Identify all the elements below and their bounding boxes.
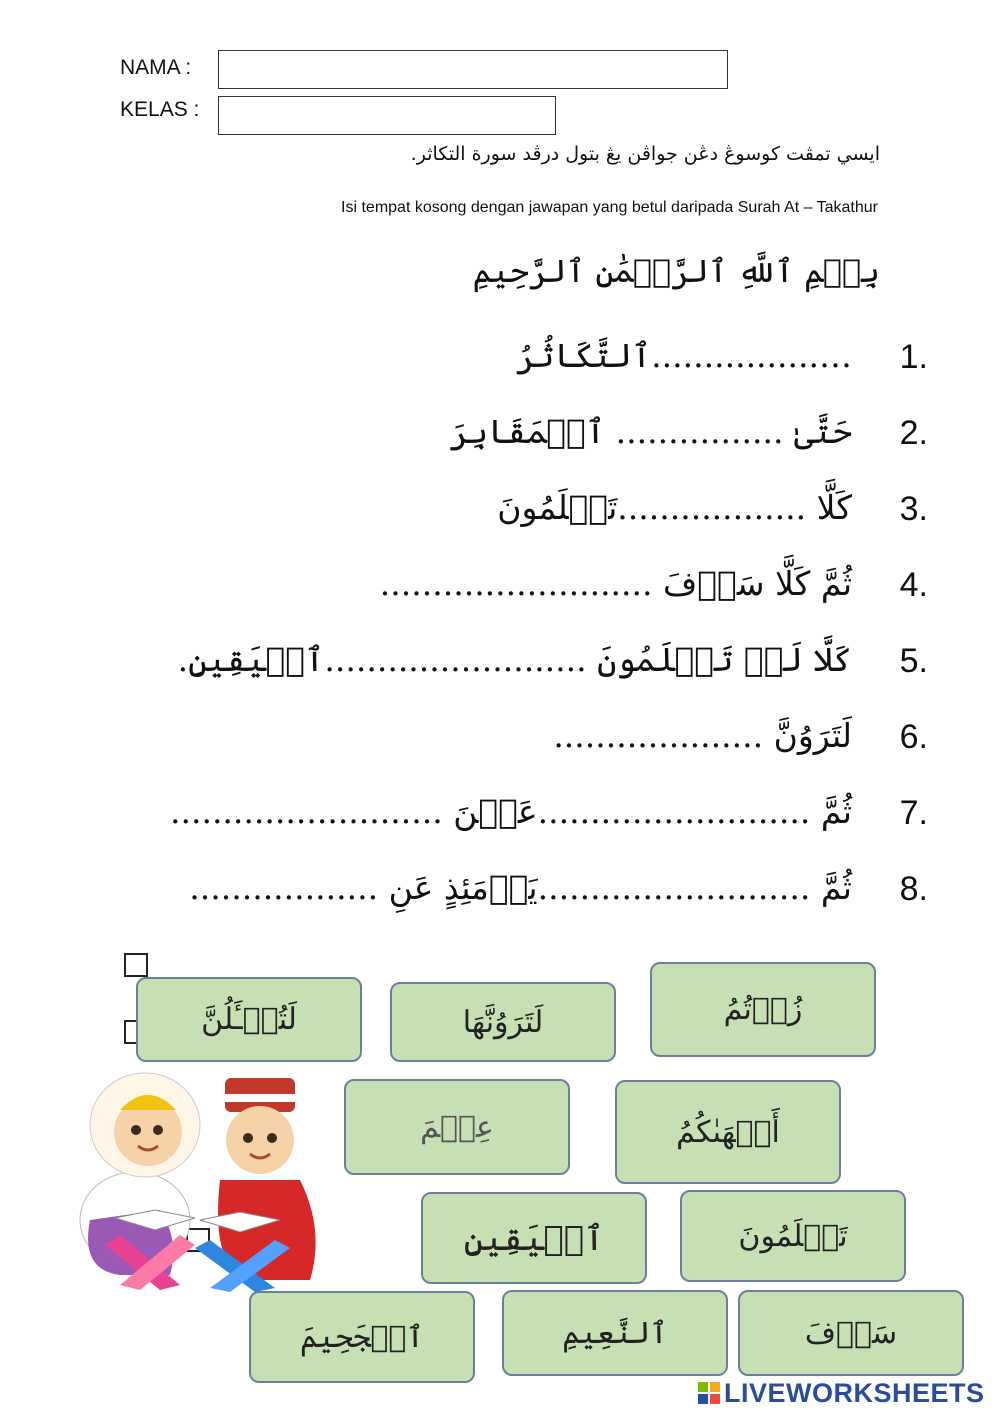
question-item: [0, 710, 1000, 770]
answer-card[interactable]: لَتُسۡـَٔلُنَّ: [136, 977, 362, 1062]
answer-card[interactable]: أَلۡهَىٰكُمُ: [615, 1080, 841, 1184]
answer-card[interactable]: ٱلۡيَقِينِ: [421, 1192, 647, 1284]
question-number: 8.: [899, 870, 928, 908]
liveworksheets-logo-text: LIVEWORKSHEETS: [724, 1378, 985, 1408]
class-input[interactable]: [218, 96, 556, 135]
question-number: 2.: [899, 414, 928, 452]
question-text[interactable]: لَتَرَوُنَّ ....................: [553, 716, 852, 755]
answer-card[interactable]: لَتَرَوُنَّهَا: [390, 982, 616, 1062]
question-number: 7.: [899, 794, 928, 832]
name-input[interactable]: [218, 50, 728, 89]
question-item: [0, 786, 1000, 846]
name-label: NAMA :: [120, 56, 192, 79]
instruction-latin: Isi tempat kosong dengan jawapan yang betul daripada Surah At – Takathur: [341, 199, 878, 216]
question-number: 5.: [899, 642, 928, 680]
question-item: [0, 558, 1000, 618]
answer-card[interactable]: سَوۡفَ: [738, 1290, 964, 1376]
question-item: [0, 634, 1000, 694]
answer-card[interactable]: ٱلنَّعِيمِ: [502, 1290, 728, 1376]
question-text[interactable]: ثُمَّ كَلَّا سَوۡفَ ..........................: [379, 564, 852, 603]
liveworksheets-logo: [698, 1378, 985, 1409]
instruction-jawi: ايسي تمڤت كوسوڠ دڠن جواڤن يڠ بتول درڤد سورة التكاثر.: [410, 143, 880, 165]
answer-card[interactable]: عِلۡمَ: [344, 1079, 570, 1175]
answer-card[interactable]: ٱلۡجَحِيمَ: [249, 1291, 475, 1383]
question-item: [0, 406, 1000, 466]
question-number: 6.: [899, 718, 928, 756]
children-reading-quran-illustration: [60, 1070, 330, 1295]
question-number: 4.: [899, 566, 928, 604]
question-item: [0, 862, 1000, 922]
question-text[interactable]: …................ٱلتَّكَاثُرُ: [515, 336, 852, 375]
question-text[interactable]: كَلَّا لَوۡ تَعۡلَمُونَ .........................ٱلۡيَقِينِ.: [177, 640, 852, 679]
liveworksheets-logo-icon: [698, 1382, 720, 1406]
question-number: 3.: [899, 490, 928, 528]
drop-checkbox[interactable]: [124, 953, 148, 977]
question-item: [0, 482, 1000, 542]
question-text[interactable]: حَتَّىٰ ................ ٱلۡمَقَابِرَ: [449, 412, 852, 451]
question-text[interactable]: كَلَّا ..................تَعۡلَمُونَ: [497, 488, 852, 527]
answer-card[interactable]: تَعۡلَمُونَ: [680, 1190, 906, 1282]
question-number: 1.: [899, 338, 928, 376]
answer-card[interactable]: زُرۡتُمُ: [650, 962, 876, 1057]
question-text[interactable]: ثُمَّ ..........................يَوۡمَئِذٍ عَنِ ..................: [189, 868, 852, 907]
question-text[interactable]: ثُمَّ ..........................عَيۡنَ ..........................: [169, 792, 852, 831]
class-label: KELAS :: [120, 98, 200, 121]
question-item: [0, 330, 1000, 390]
bismillah: بِسۡمِ ٱللَّهِ ٱلرَّحۡمَٰنِ ٱلرَّحِيمِ: [472, 252, 880, 290]
